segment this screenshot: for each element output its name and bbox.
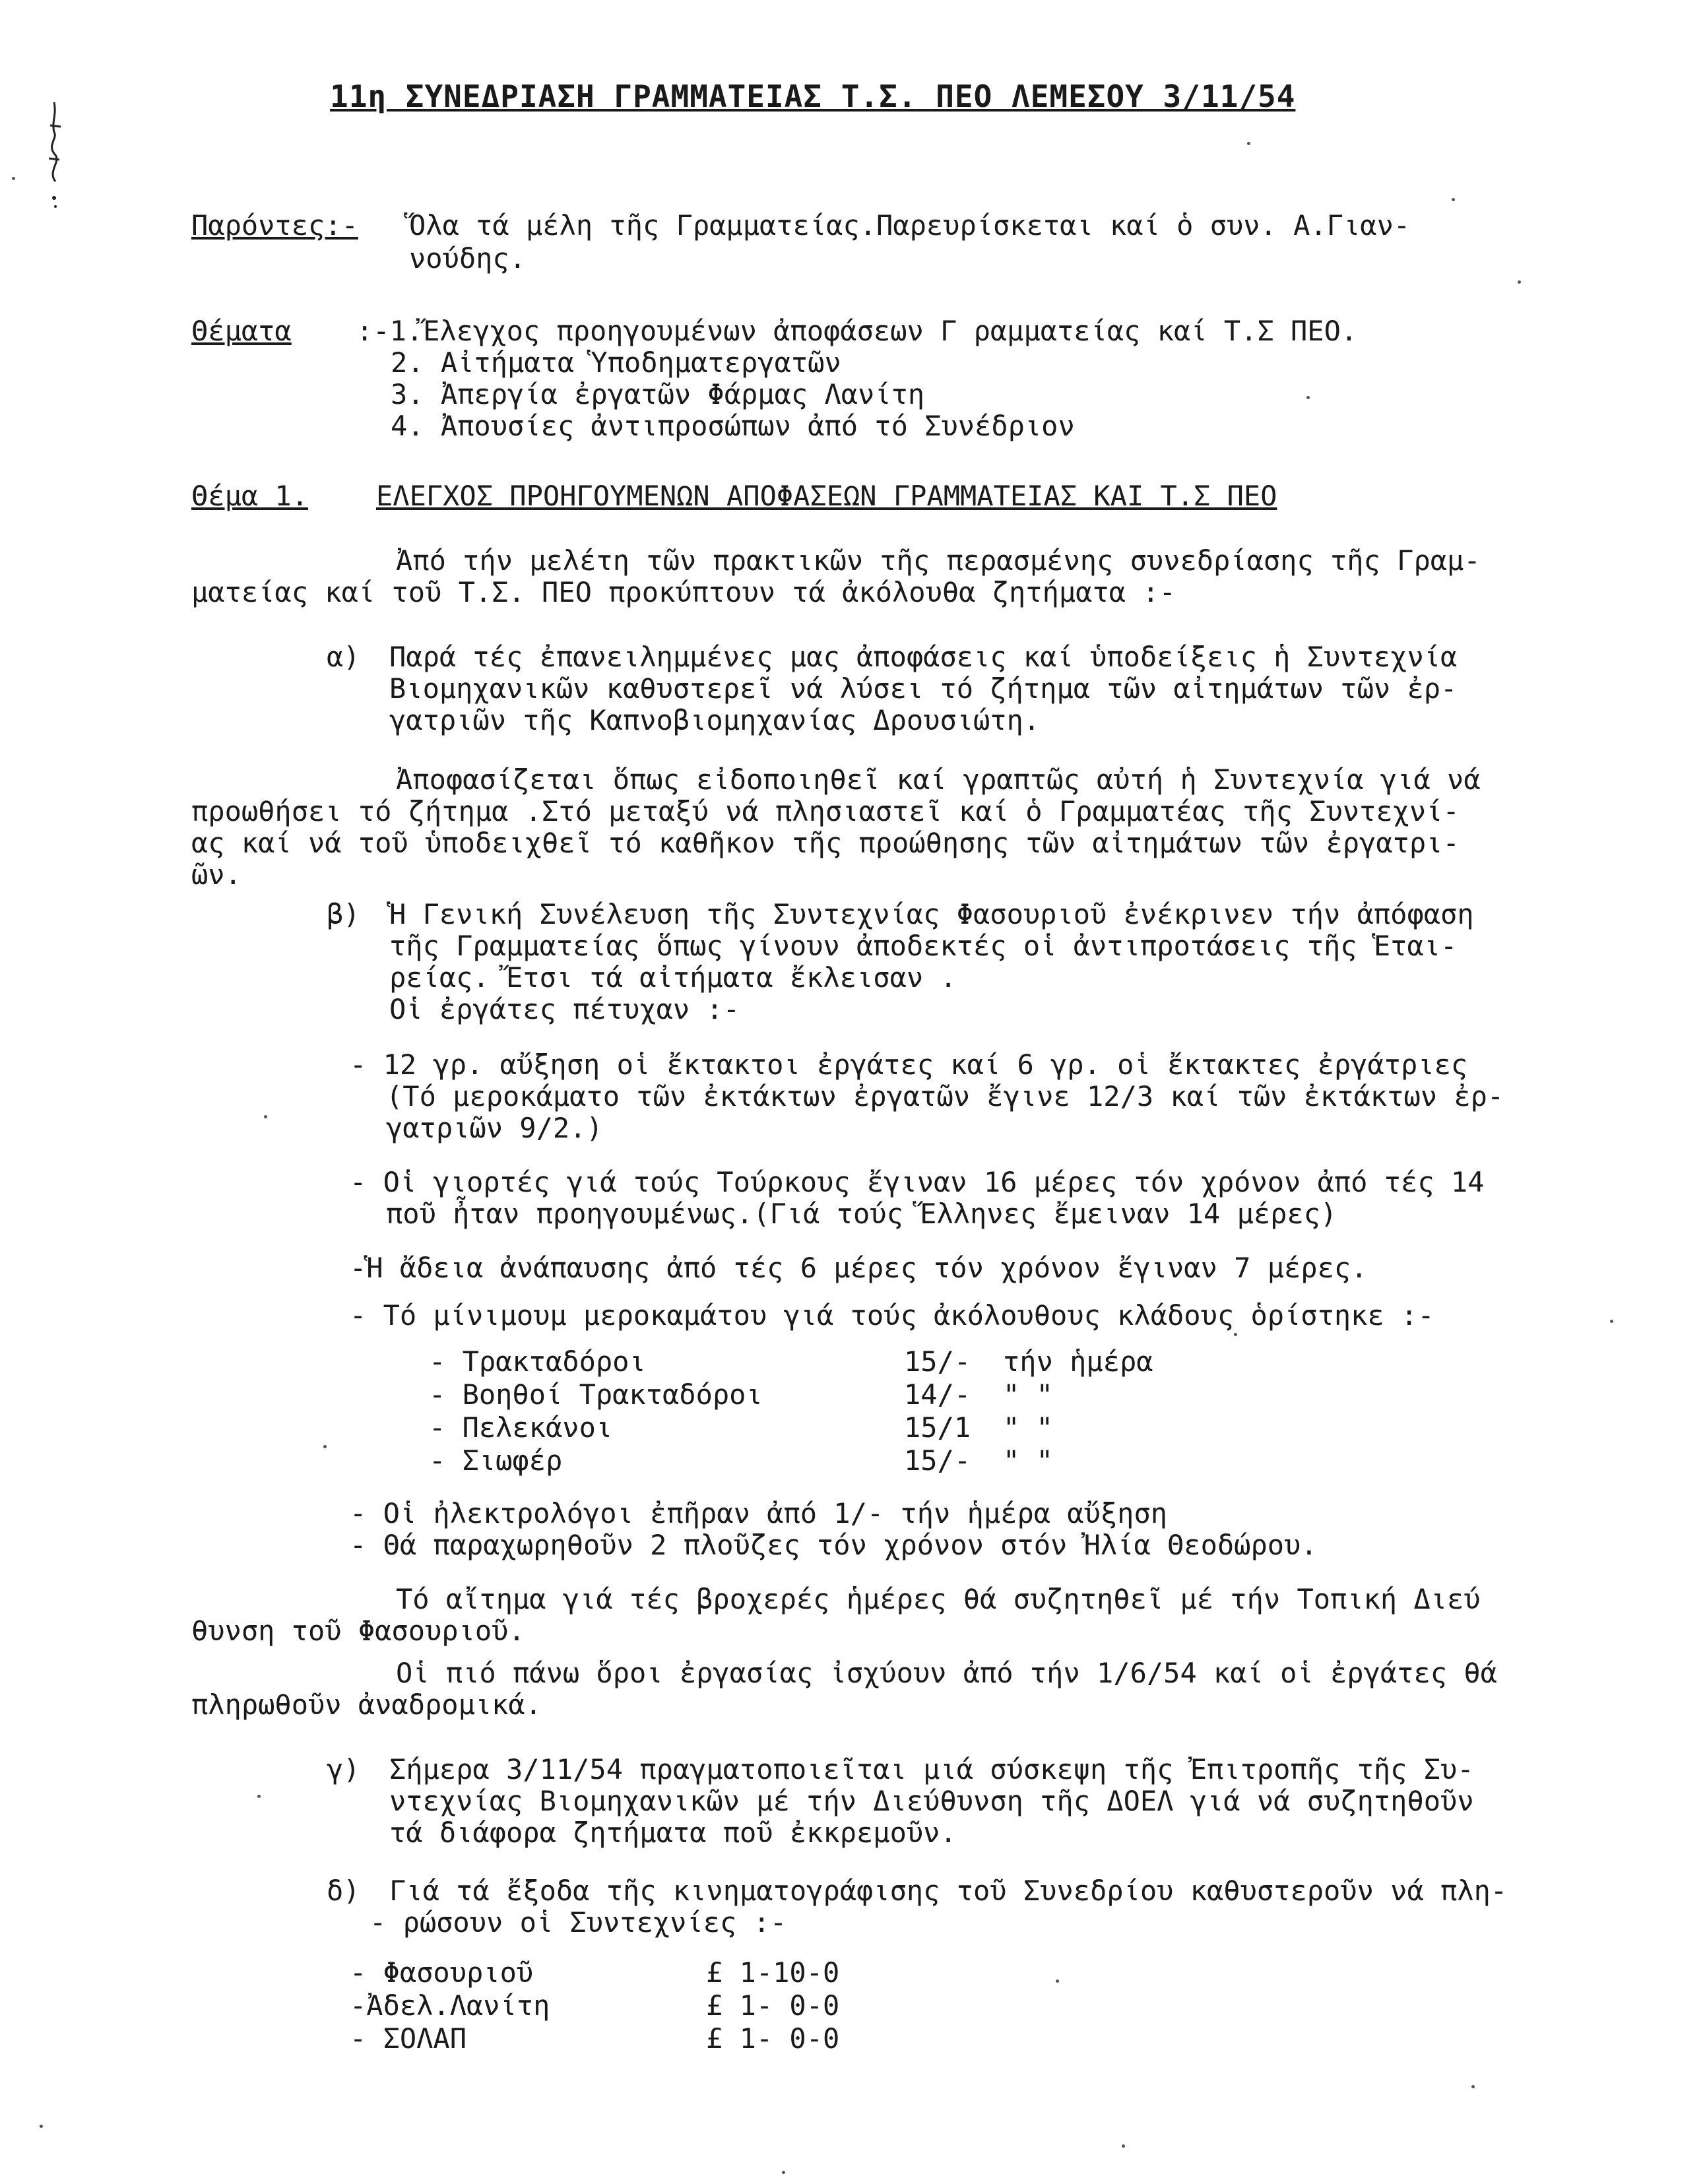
scan-speck — [1452, 198, 1455, 201]
item-c-line-1: Σήμερα 3/11/54 πραγματοποιεῖται μιά σύσκεψη τῆς Ἐπιτροπῆς τῆς Συ- — [389, 1753, 1474, 1785]
margin-signature-icon — [41, 99, 67, 211]
scan-speck — [12, 177, 15, 180]
scan-speck — [40, 2125, 43, 2128]
item-c-line-2: ντεχνίας Βιομηχανικῶν μέ τήν Διεύθυνση τῆς ΔΟΕΛ γιά νά συζητηθοῦν — [389, 1785, 1474, 1817]
item-b-para2-line-1: Οἱ πιό πάνω ὅροι ἐργασίας ἰσχύουν ἀπό τήν 1/6/54 καί οἱ ἐργάτες θά — [396, 1657, 1497, 1689]
wage-unit: τήν ἡμέρα — [1003, 1345, 1153, 1378]
bullet-1-line-2: (Τό μεροκάματο τῶν ἐκτάκτων ἐργατῶν ἔγινε 12/3 καί τῶν ἐκτάκτων ἐρ- — [386, 1080, 1504, 1112]
payment-union: - Φασουριοῦ — [350, 1956, 534, 1989]
item-c-marker: γ) — [327, 1753, 360, 1785]
bullet-3: -Ἡ ἄδεια ἀνάπαυσης ἀπό τές 6 μέρες τόν χρόνον ἔγιναν 7 μέρες. — [350, 1252, 1368, 1284]
bullet-4: - Τό μίνιμουμ μεροκαμάτου γιά τούς ἀκόλουθους κλάδους ὁρίστηκε :- — [350, 1299, 1434, 1332]
topic-item-3: 3. Ἀπεργία ἐργατῶν Φάρμας Λανίτη — [391, 378, 925, 410]
item-b-para1-line-2: θυνση τοῦ Φασουριοῦ. — [191, 1615, 525, 1647]
wage-trade: - Σιωφέρ — [429, 1444, 563, 1477]
item-c-line-3: τά διάφορα ζητήματα ποῦ ἐκκρεμοῦν. — [389, 1816, 957, 1849]
topics-label: Θέματα — [191, 315, 292, 347]
wage-unit: " " — [1003, 1411, 1053, 1444]
wage-rate: 15/1 — [904, 1411, 971, 1444]
bullet-6: - Θά παραχωρηθοῦν 2 πλοῦζες τόν χρόνον στόν Ἠλία Θεοδώρου. — [350, 1529, 1318, 1561]
scan-speck — [1122, 2144, 1125, 2148]
bullet-5: - Οἱ ἠλεκτρολόγοι ἐπῆραν ἀπό 1/- τήν ἡμέρα αὔξηση — [350, 1497, 1168, 1529]
bullet-2-line-1: - Οἱ γιορτές γιά τούς Τούρκους ἔγιναν 16 μέρες τόν χρόνον ἀπό τές 14 — [350, 1166, 1485, 1198]
wage-trade: - Βοηθοί Τρακταδόροι — [429, 1378, 763, 1411]
scan-speck — [1247, 142, 1250, 145]
topic1-intro-line-1: Ἀπό τήν μελέτη τῶν πρακτικῶν τῆς περασμένης συνεδρίασης τῆς Γραμ- — [396, 544, 1481, 577]
topic1-intro-line-2: ματείας καί τοῦ Τ.Σ. ΠΕΟ προκύπτουν τά ἀκόλουθα ζητήματα :- — [191, 576, 1176, 608]
topic-item-1: :-1.Ἔλεγχος προηγουμένων ἀποφάσεων Γ ραμματείας καί Τ.Σ ΠΕΟ. — [356, 315, 1358, 347]
present-text-line-1: Ὅλα τά μέλη τῆς Γραμματείας.Παρευρίσκεται καί ὁ συν. Α.Γιαν- — [409, 209, 1411, 241]
wage-unit: " " — [1003, 1444, 1053, 1477]
item-a-decision-line-3: ας καί νά τοῦ ὑποδειχθεῖ τό καθῆκον τῆς προώθησης τῶν αἰτημάτων τῶν ἐργατρι- — [191, 827, 1460, 859]
topic-item-2: 2. Αἰτήματα Ὑποδηματεργατῶν — [391, 346, 841, 379]
item-b-para1-line-1: Τό αἴτημα γιά τές βροχερές ἡμέρες θά συζητηθεῖ μέ τήν Τοπική Διεύ — [396, 1583, 1481, 1615]
present-label: Παρόντες:- — [191, 209, 358, 241]
payment-amount: £ 1-10-0 — [706, 1956, 840, 1989]
payment-union: - ΣΟΛΑΠ — [350, 2022, 467, 2055]
wage-rate: 14/- — [904, 1378, 971, 1411]
present-text-line-2: νούδης. — [409, 242, 527, 274]
scan-speck — [257, 1795, 261, 1798]
item-a-line-2: Βιομηχανικῶν καθυστερεῖ νά λύσει τό ζήτημα τῶν αἰτημάτων τῶν ἐρ- — [389, 672, 1458, 705]
item-b-line-2: τῆς Γραμματείας ὅπως γίνουν ἀποδεκτές οἱ ἀντιπροτάσεις τῆς Ἑται- — [389, 930, 1458, 962]
bullet-1-line-1: - 12 γρ. αὔξηση οἱ ἔκτακτοι ἐργάτες καί 6 γρ. οἱ ἔκτακτες ἐργάτριες — [350, 1048, 1468, 1081]
wage-trade: - Πελεκάνοι — [429, 1411, 613, 1444]
topic-item-4: 4. Ἀπουσίες ἀντιπροσώπων ἀπό τό Συνέδριον — [391, 410, 1075, 442]
bullet-2-line-2: ποῦ ἦταν προηγουμένως.(Γιά τούς Ἕλληνες ἔμειναν 14 μέρες) — [386, 1198, 1337, 1230]
payment-amount: £ 1- 0-0 — [706, 2022, 840, 2055]
wage-rate: 15/- — [904, 1345, 971, 1378]
wage-unit: " " — [1003, 1378, 1053, 1411]
scan-speck — [782, 2171, 785, 2174]
item-b-marker: β) — [327, 898, 360, 930]
item-a-line-3: γατριῶν τῆς Καπνοβιομηχανίας Δρουσιώτη. — [389, 704, 1041, 736]
page-title: 11η ΣΥΝΕΔΡΙΑΣΗ ΓΡΑΜΜΑΤΕΙΑΣ Τ.Σ. ΠΕΟ ΛΕΜΕΣΟΥ 3/11/54 — [330, 79, 1296, 114]
wage-rate: 15/- — [904, 1444, 971, 1477]
payment-amount: £ 1- 0-0 — [706, 1989, 840, 2022]
scan-speck — [264, 1115, 267, 1118]
scan-speck — [1234, 1333, 1237, 1336]
topic1-heading: ΕΛΕΓΧΟΣ ΠΡΟΗΓΟΥΜΕΝΩΝ ΑΠΟΦΑΣΕΩΝ ΓΡΑΜΜΑΤΕΙΑΣ ΚΑΙ Τ.Σ ΠΕΟ — [376, 480, 1277, 512]
item-d-marker: δ) — [327, 1875, 360, 1907]
item-a-decision-line-4: ῶν. — [191, 858, 241, 891]
item-b-line-1: Ἡ Γενική Συνέλευση τῆς Συντεχνίας Φασουριοῦ ἐνέκρινεν τήν ἀπόφαση — [389, 898, 1474, 930]
scan-speck — [323, 1445, 327, 1448]
item-b-line-4: Οἱ ἐργάτες πέτυχαν :- — [389, 993, 740, 1025]
scan-speck — [1610, 1320, 1613, 1323]
item-d-line-1: Γιά τά ἔξοδα τῆς κινηματογράφισης τοῦ Συνεδρίου καθυστεροῦν νά πλη- — [389, 1875, 1508, 1907]
item-a-decision-line-2: προωθήσει τό ζήτημα .Στό μεταξύ νά πλησιαστεῖ καί ὁ Γραμματέας τῆς Συντεχνί- — [191, 795, 1460, 827]
payment-union: -Ἀδελ.Λανίτη — [350, 1989, 550, 2022]
item-d-line-2: - ρώσουν οἱ Συντεχνίες :- — [370, 1906, 787, 1939]
wage-trade: - Τρακταδόροι — [429, 1345, 646, 1378]
item-a-line-1: Παρά τές ἐπανειλημμένες μας ἀποφάσεις καί ὑποδείξεις ἡ Συντεχνία — [389, 641, 1458, 673]
scan-speck — [1471, 2085, 1475, 2088]
scan-speck — [1056, 1979, 1059, 1983]
item-b-para2-line-2: πληρωθοῦν ἀναδρομικά. — [191, 1688, 542, 1721]
bullet-1-line-3: γατριῶν 9/2.) — [386, 1112, 603, 1144]
scan-speck — [1306, 396, 1310, 399]
item-a-decision-line-1: Ἀποφασίζεται ὅπως εἰδοποιηθεῖ καί γραπτῶς αὐτή ἡ Συντεχνία γιά νά — [396, 763, 1481, 796]
item-b-line-3: ρείας. Ἔτσι τά αἰτήματα ἔκλεισαν . — [389, 961, 957, 994]
item-a-marker: α) — [327, 641, 360, 673]
topic1-label: Θέμα 1. — [191, 480, 309, 512]
scan-speck — [1518, 280, 1521, 284]
